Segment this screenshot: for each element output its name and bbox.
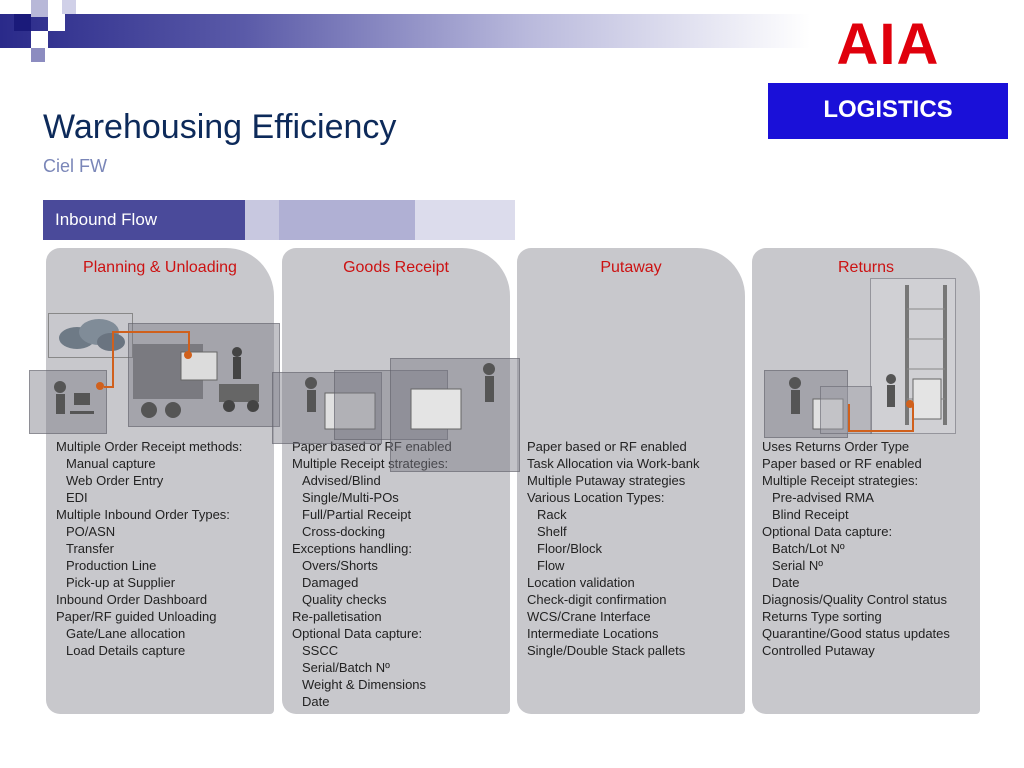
list-item: Load Details capture	[66, 643, 186, 658]
panel-list	[527, 438, 699, 659]
list-item: Multiple Order Receipt methods:	[56, 439, 243, 454]
decor-square	[31, 48, 45, 62]
list-item: Uses Returns Order Type	[762, 439, 910, 454]
list-item: Check-digit confirmation	[527, 592, 667, 607]
panel-list	[292, 438, 452, 710]
panel-list	[56, 438, 242, 659]
page-subtitle: Ciel FW	[43, 156, 107, 176]
list-item: Paper based or RF enabled	[762, 456, 922, 471]
list-item: SSCC	[302, 643, 339, 658]
list-item: Flow	[537, 558, 565, 573]
page-title: Warehousing Efficiency	[43, 108, 397, 146]
list-item: EDI	[66, 490, 88, 505]
list-item: Exceptions handling:	[292, 541, 412, 556]
decor-square	[62, 0, 76, 14]
panel-title: Putaway	[600, 259, 662, 276]
panel-title: Goods Receipt	[343, 259, 449, 276]
list-item: Pick-up at Supplier	[66, 575, 176, 590]
list-item: Inbound Order Dashboard	[56, 592, 208, 607]
decor-square	[31, 31, 48, 48]
connector-dot	[906, 400, 914, 408]
list-item: Shelf	[537, 524, 567, 539]
list-item: Serial Nº	[772, 558, 823, 573]
connector-line	[848, 404, 914, 432]
logo-tagline: LOGISTICS	[768, 83, 1008, 139]
list-item: Pre-advised RMA	[772, 490, 874, 505]
connector-dot	[184, 351, 192, 359]
list-item: Weight & Dimensions	[302, 677, 427, 692]
list-item: Multiple Receipt strategies:	[762, 473, 919, 488]
list-item: Blind Receipt	[772, 507, 849, 522]
connector-dot	[96, 382, 104, 390]
list-item: Various Location Types:	[527, 490, 665, 505]
list-item: Returns Type sorting	[762, 609, 882, 624]
list-item: Diagnosis/Quality Control status	[762, 592, 947, 607]
list-item: Task Allocation via Work-bank	[527, 456, 700, 471]
list-item: Multiple Inbound Order Types:	[56, 507, 230, 522]
list-item: WCS/Crane Interface	[527, 609, 651, 624]
list-item: Full/Partial Receipt	[302, 507, 412, 522]
list-item: Overs/Shorts	[302, 558, 378, 573]
list-item: Transfer	[66, 541, 114, 556]
list-item: PO/ASN	[66, 524, 116, 539]
list-item: Date	[302, 694, 330, 709]
list-item: Multiple Putaway strategies	[527, 473, 686, 488]
list-item: Single/Double Stack pallets	[527, 643, 686, 658]
list-item: Rack	[537, 507, 567, 522]
panel-goods-receipt	[282, 248, 510, 714]
list-item: Web Order Entry	[66, 473, 164, 488]
decor-square	[14, 14, 31, 31]
pallet-stack-icon	[390, 358, 520, 472]
list-item: Quarantine/Good status updates	[762, 626, 950, 641]
list-item: Intermediate Locations	[527, 626, 659, 641]
list-item: Advised/Blind	[302, 473, 381, 488]
list-item: Production Line	[66, 558, 157, 573]
list-item: Paper/RF guided Unloading	[56, 609, 217, 624]
list-item: Multiple Receipt strategies:	[292, 456, 449, 471]
list-item: Damaged	[302, 575, 359, 590]
list-item: Batch/Lot Nº	[772, 541, 845, 556]
list-item: Paper based or RF enabled	[527, 439, 687, 454]
panel-list	[762, 438, 950, 659]
connector-line	[112, 331, 190, 357]
flow-bar	[43, 200, 515, 240]
list-item: Location validation	[527, 575, 635, 590]
list-item: Floor/Block	[537, 541, 603, 556]
list-item: Cross-docking	[302, 524, 386, 539]
list-item: Gate/Lane allocation	[66, 626, 186, 641]
list-item: Optional Data capture:	[762, 524, 893, 539]
list-item: Re-palletisation	[292, 609, 382, 624]
panel-title: Planning & Unloading	[83, 259, 237, 276]
decor-square	[48, 14, 65, 31]
list-item: Paper based or RF enabled	[292, 439, 452, 454]
decor-square	[31, 0, 48, 17]
list-item: Optional Data capture:	[292, 626, 423, 641]
list-item: Date	[772, 575, 800, 590]
header-gradient-bar	[0, 14, 810, 48]
panel-putaway	[517, 248, 745, 714]
worker-computer-icon	[29, 370, 107, 434]
list-item: Single/Multi-POs	[302, 490, 399, 505]
logo-brand: AIA	[836, 12, 940, 77]
list-item: Quality checks	[302, 592, 387, 607]
panel-title: Returns	[837, 259, 895, 276]
list-item: Manual capture	[66, 456, 156, 471]
list-item: Serial/Batch Nº	[302, 660, 390, 675]
list-item: Controlled Putaway	[762, 643, 875, 658]
flow-bar-label: Inbound Flow	[55, 210, 158, 229]
